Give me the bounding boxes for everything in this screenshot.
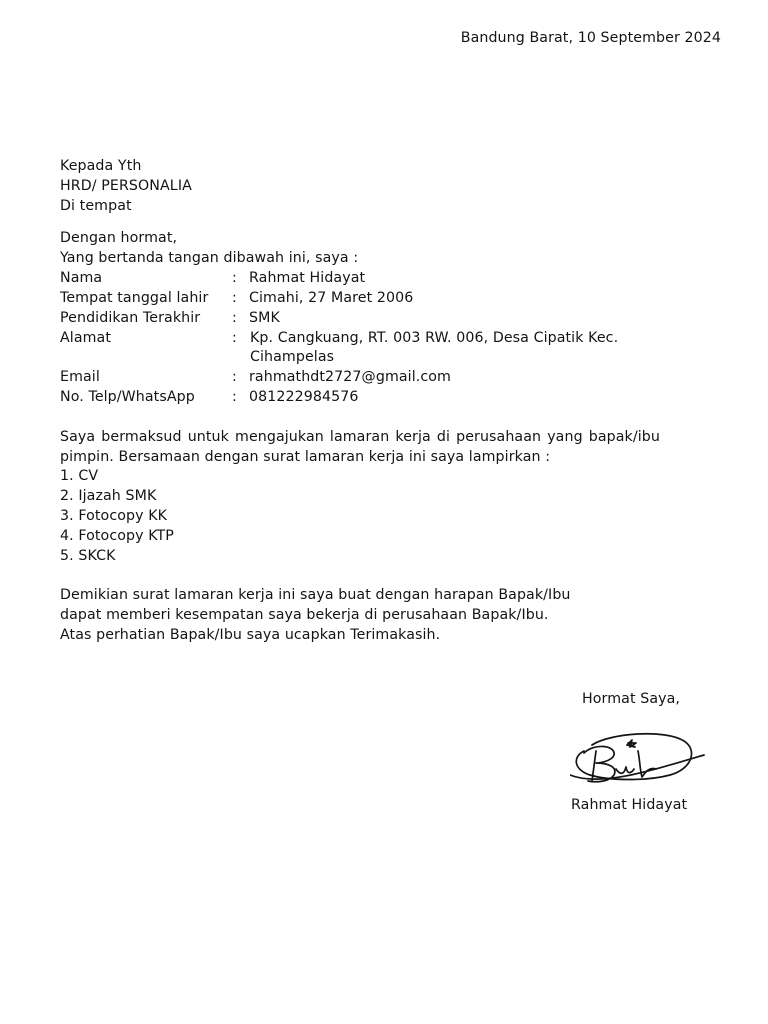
bio-separator: : xyxy=(232,369,237,386)
signer-name: Rahmat Hidayat xyxy=(571,797,688,813)
list-item: 4. Fotocopy KTP xyxy=(60,527,174,544)
purpose-paragraph: Saya bermaksud untuk mengajukan lamaran kerja di perusahaan yang bapak/ibu pimpin. Bersamaan dengan surat lamaran kerja ini saya lampirkan : xyxy=(60,429,660,465)
greeting: Dengan hormat, xyxy=(60,230,178,246)
bio-label: Nama xyxy=(60,269,103,286)
biodata-block xyxy=(60,229,660,408)
closing-block xyxy=(60,586,660,646)
list-item: 1. CV xyxy=(60,468,99,484)
closing-line: Demikian surat lamaran kerja ini saya buat dengan harapan Bapak/Ibu xyxy=(60,587,571,603)
bio-separator: : xyxy=(232,269,237,286)
bio-value: 081222984576 xyxy=(249,389,359,406)
recipient-line: Kepada Yth xyxy=(60,158,142,174)
intro-text: Yang bertanda tangan dibawah ini, saya : xyxy=(60,249,359,266)
bio-label: Tempat tanggal lahir xyxy=(60,289,209,306)
bio-label: Email xyxy=(60,369,100,386)
address-line: Kp. Cangkuang, RT. 003 RW. 006, Desa Cipatik Kec. xyxy=(250,329,619,346)
handwritten-signature xyxy=(570,731,710,793)
bio-row-name xyxy=(60,269,660,289)
bio-separator: : xyxy=(232,389,237,406)
attachment-list xyxy=(60,467,660,567)
purpose-block xyxy=(60,427,660,567)
bio-value: SMK xyxy=(249,309,280,326)
recipient-block xyxy=(60,157,660,217)
bio-row-birth xyxy=(60,289,660,309)
bio-label: No. Telp/WhatsApp xyxy=(60,389,195,406)
bio-row-address xyxy=(60,329,660,369)
list-item: 5. SKCK xyxy=(60,547,116,564)
closing-line: dapat memberi kesempatan saya bekerja di perusahaan Bapak/Ibu. xyxy=(60,606,549,623)
bio-value-address xyxy=(249,329,660,369)
list-item: 3. Fotocopy KK xyxy=(60,507,168,524)
list-item: 2. Ijazah SMK xyxy=(60,487,157,504)
bio-label: Alamat xyxy=(60,329,112,346)
recipient-line: Di tempat xyxy=(60,197,132,214)
bio-value: Cimahi, 27 Maret 2006 xyxy=(249,289,414,306)
bio-row-education xyxy=(60,309,660,329)
bio-separator: : xyxy=(232,309,237,326)
bio-row-email xyxy=(60,368,660,388)
closing-line: Atas perhatian Bapak/Ibu saya ucapkan Terimakasih. xyxy=(60,626,441,643)
bio-label: Pendidikan Terakhir xyxy=(60,309,201,326)
bio-separator: : xyxy=(232,289,237,306)
bio-row-phone xyxy=(60,388,660,408)
bio-value: Rahmat Hidayat xyxy=(249,269,366,286)
bio-separator: : xyxy=(232,329,237,346)
recipient-line: HRD/ PERSONALIA xyxy=(60,177,192,194)
regards: Hormat Saya, xyxy=(582,691,681,707)
place-date: Bandung Barat, 10 September 2024 xyxy=(460,30,721,46)
address-line: Cihampelas xyxy=(250,349,335,366)
bio-value: rahmathdt2727@gmail.com xyxy=(249,369,451,386)
